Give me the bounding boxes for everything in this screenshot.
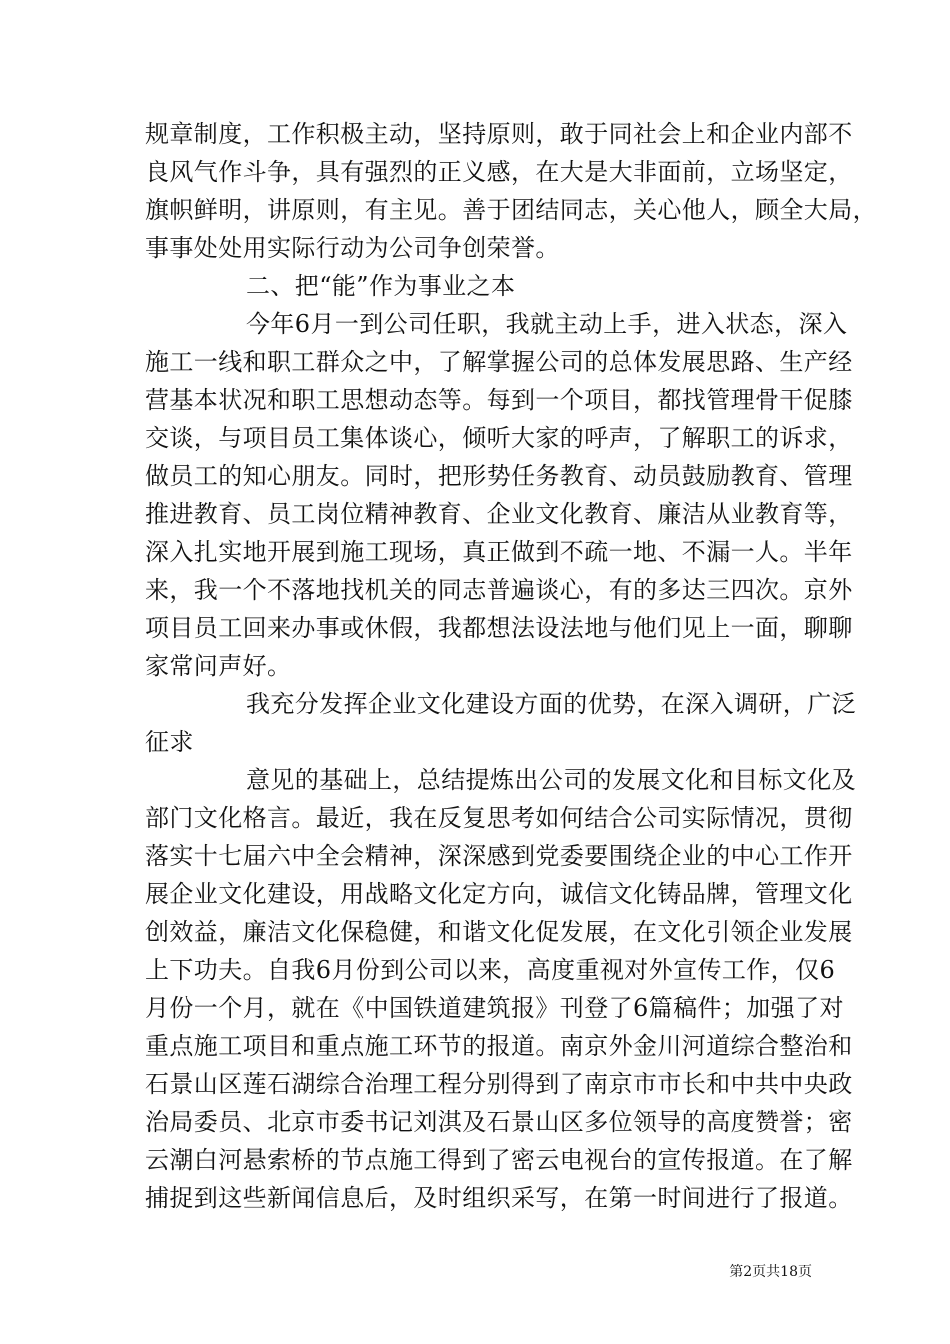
text-line: 营基本状况和职工思想动态等。每到一个项目，都找管理骨干促膝	[145, 386, 853, 414]
text-line: 创效益，廉洁文化保稳健，和谐文化促发展，在文化引领企业发展	[145, 918, 853, 946]
text-line: 做员工的知心朋友。同时，把形势任务教育、动员鼓励教育、管理	[145, 462, 853, 490]
page-number: 第2页共18页	[729, 1264, 812, 1280]
text-line: 事事处处用实际行动为公司争创荣誉。	[145, 234, 560, 262]
text-line: 家常问声好。	[145, 652, 292, 680]
text-line: 旗帜鲜明，讲原则，有主见。善于团结同志，关心他人，顾全大局，	[145, 196, 877, 224]
text-line: 捕捉到这些新闻信息后，及时组织采写，在第一时间进行了报道。	[145, 1184, 853, 1212]
text-line: 深入扎实地开展到施工现场，真正做到不疏一地、不漏一人。半年	[145, 538, 853, 566]
text-line: 治局委员、北京市委书记刘淇及石景山区多位领导的高度赞誉；密	[145, 1108, 853, 1136]
text-line: 云潮白河悬索桥的节点施工得到了密云电视台的宣传报道。在了解	[145, 1146, 853, 1174]
text-line: 石景山区莲石湖综合治理工程分别得到了南京市市长和中共中央政	[145, 1070, 853, 1098]
text-line: 今年6月一到公司任职，我就主动上手，进入状态，深入	[246, 310, 848, 338]
text-line: 部门文化格言。最近，我在反复思考如何结合公司实际情况，贯彻	[145, 804, 853, 832]
text-line: 来，我一个不落地找机关的同志普遍谈心，有的多达三四次。京外	[145, 576, 853, 604]
text-line: 重点施工项目和重点施工环节的报道。南京外金川河道综合整治和	[145, 1032, 853, 1060]
text-line: 交谈，与项目员工集体谈心，倾听大家的呼声，了解职工的诉求，	[145, 424, 853, 452]
text-line: 施工一线和职工群众之中，了解掌握公司的总体发展思路、生产经	[145, 348, 853, 376]
text-line: 征求	[145, 728, 194, 756]
section-heading: 二、把“能”作为事业之本	[246, 272, 516, 300]
text-line: 良风气作斗争，具有强烈的正义感，在大是大非面前，立场坚定，	[145, 158, 853, 186]
text-line: 项目员工回来办事或休假，我都想法设法地与他们见上一面，聊聊	[145, 614, 853, 642]
text-line: 规章制度，工作积极主动，坚持原则，敢于同社会上和企业内部不	[145, 120, 853, 148]
text-line: 上下功夫。自我6月份到公司以来，高度重视对外宣传工作，仅6	[145, 956, 836, 984]
text-line: 展企业文化建设，用战略文化定方向，诚信文化铸品牌，管理文化	[145, 880, 853, 908]
text-line: 意见的基础上，总结提炼出公司的发展文化和目标文化及	[246, 766, 856, 794]
text-line: 我充分发挥企业文化建设方面的优势，在深入调研，广泛	[246, 690, 856, 718]
text-line: 推进教育、员工岗位精神教育、企业文化教育、廉洁从业教育等，	[145, 500, 853, 528]
text-line: 落实十七届六中全会精神，深深感到党委要围绕企业的中心工作开	[145, 842, 853, 870]
text-line: 月份一个月，就在《中国铁道建筑报》刊登了6篇稿件；加强了对	[145, 994, 844, 1022]
